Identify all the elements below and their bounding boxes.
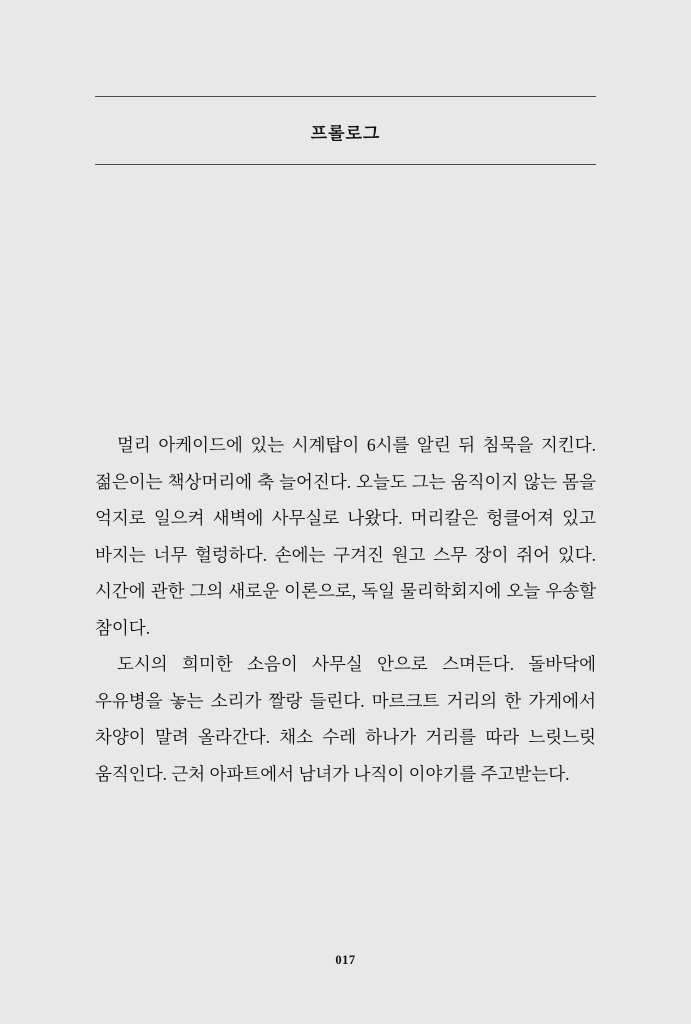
- chapter-header: [95, 0, 596, 165]
- rule-bottom: [95, 164, 596, 165]
- paragraph: 멀리 아케이드에 있는 시계탑이 6시를 알린 뒤 침묵을 지킨다. 젊은이는 책상머리에 축 늘어진다. 오늘도 그는 움직이지 않는 몸을 억지로 일으켜 새벽에 사무실로 나왔다. 머리칼은 헝클어져 있고 바지는 너무 헐렁하다. 손에는 구겨진 원고 스무 장이 쥐어 있다. 시간에 관한 그의 새로운 이론으로, 독일 물리학회지에 오늘 우송할 참이다.: [95, 435, 596, 638]
- page-number: 017: [335, 953, 356, 967]
- body-text: [95, 427, 596, 792]
- chapter-title: 프롤로그: [310, 124, 381, 143]
- paragraph: 도시의 희미한 소음이 사무실 안으로 스며든다. 돌바닥에 우유병을 놓는 소리가 짤랑 들린다. 마르크트 거리의 한 가게에서 차양이 말려 올라간다. 채소 수레 하나가 거리를 따라 느릿느릿 움직인다. 근처 아파트에서 남녀가 나직이 이야기를 주고받는다.: [95, 654, 596, 784]
